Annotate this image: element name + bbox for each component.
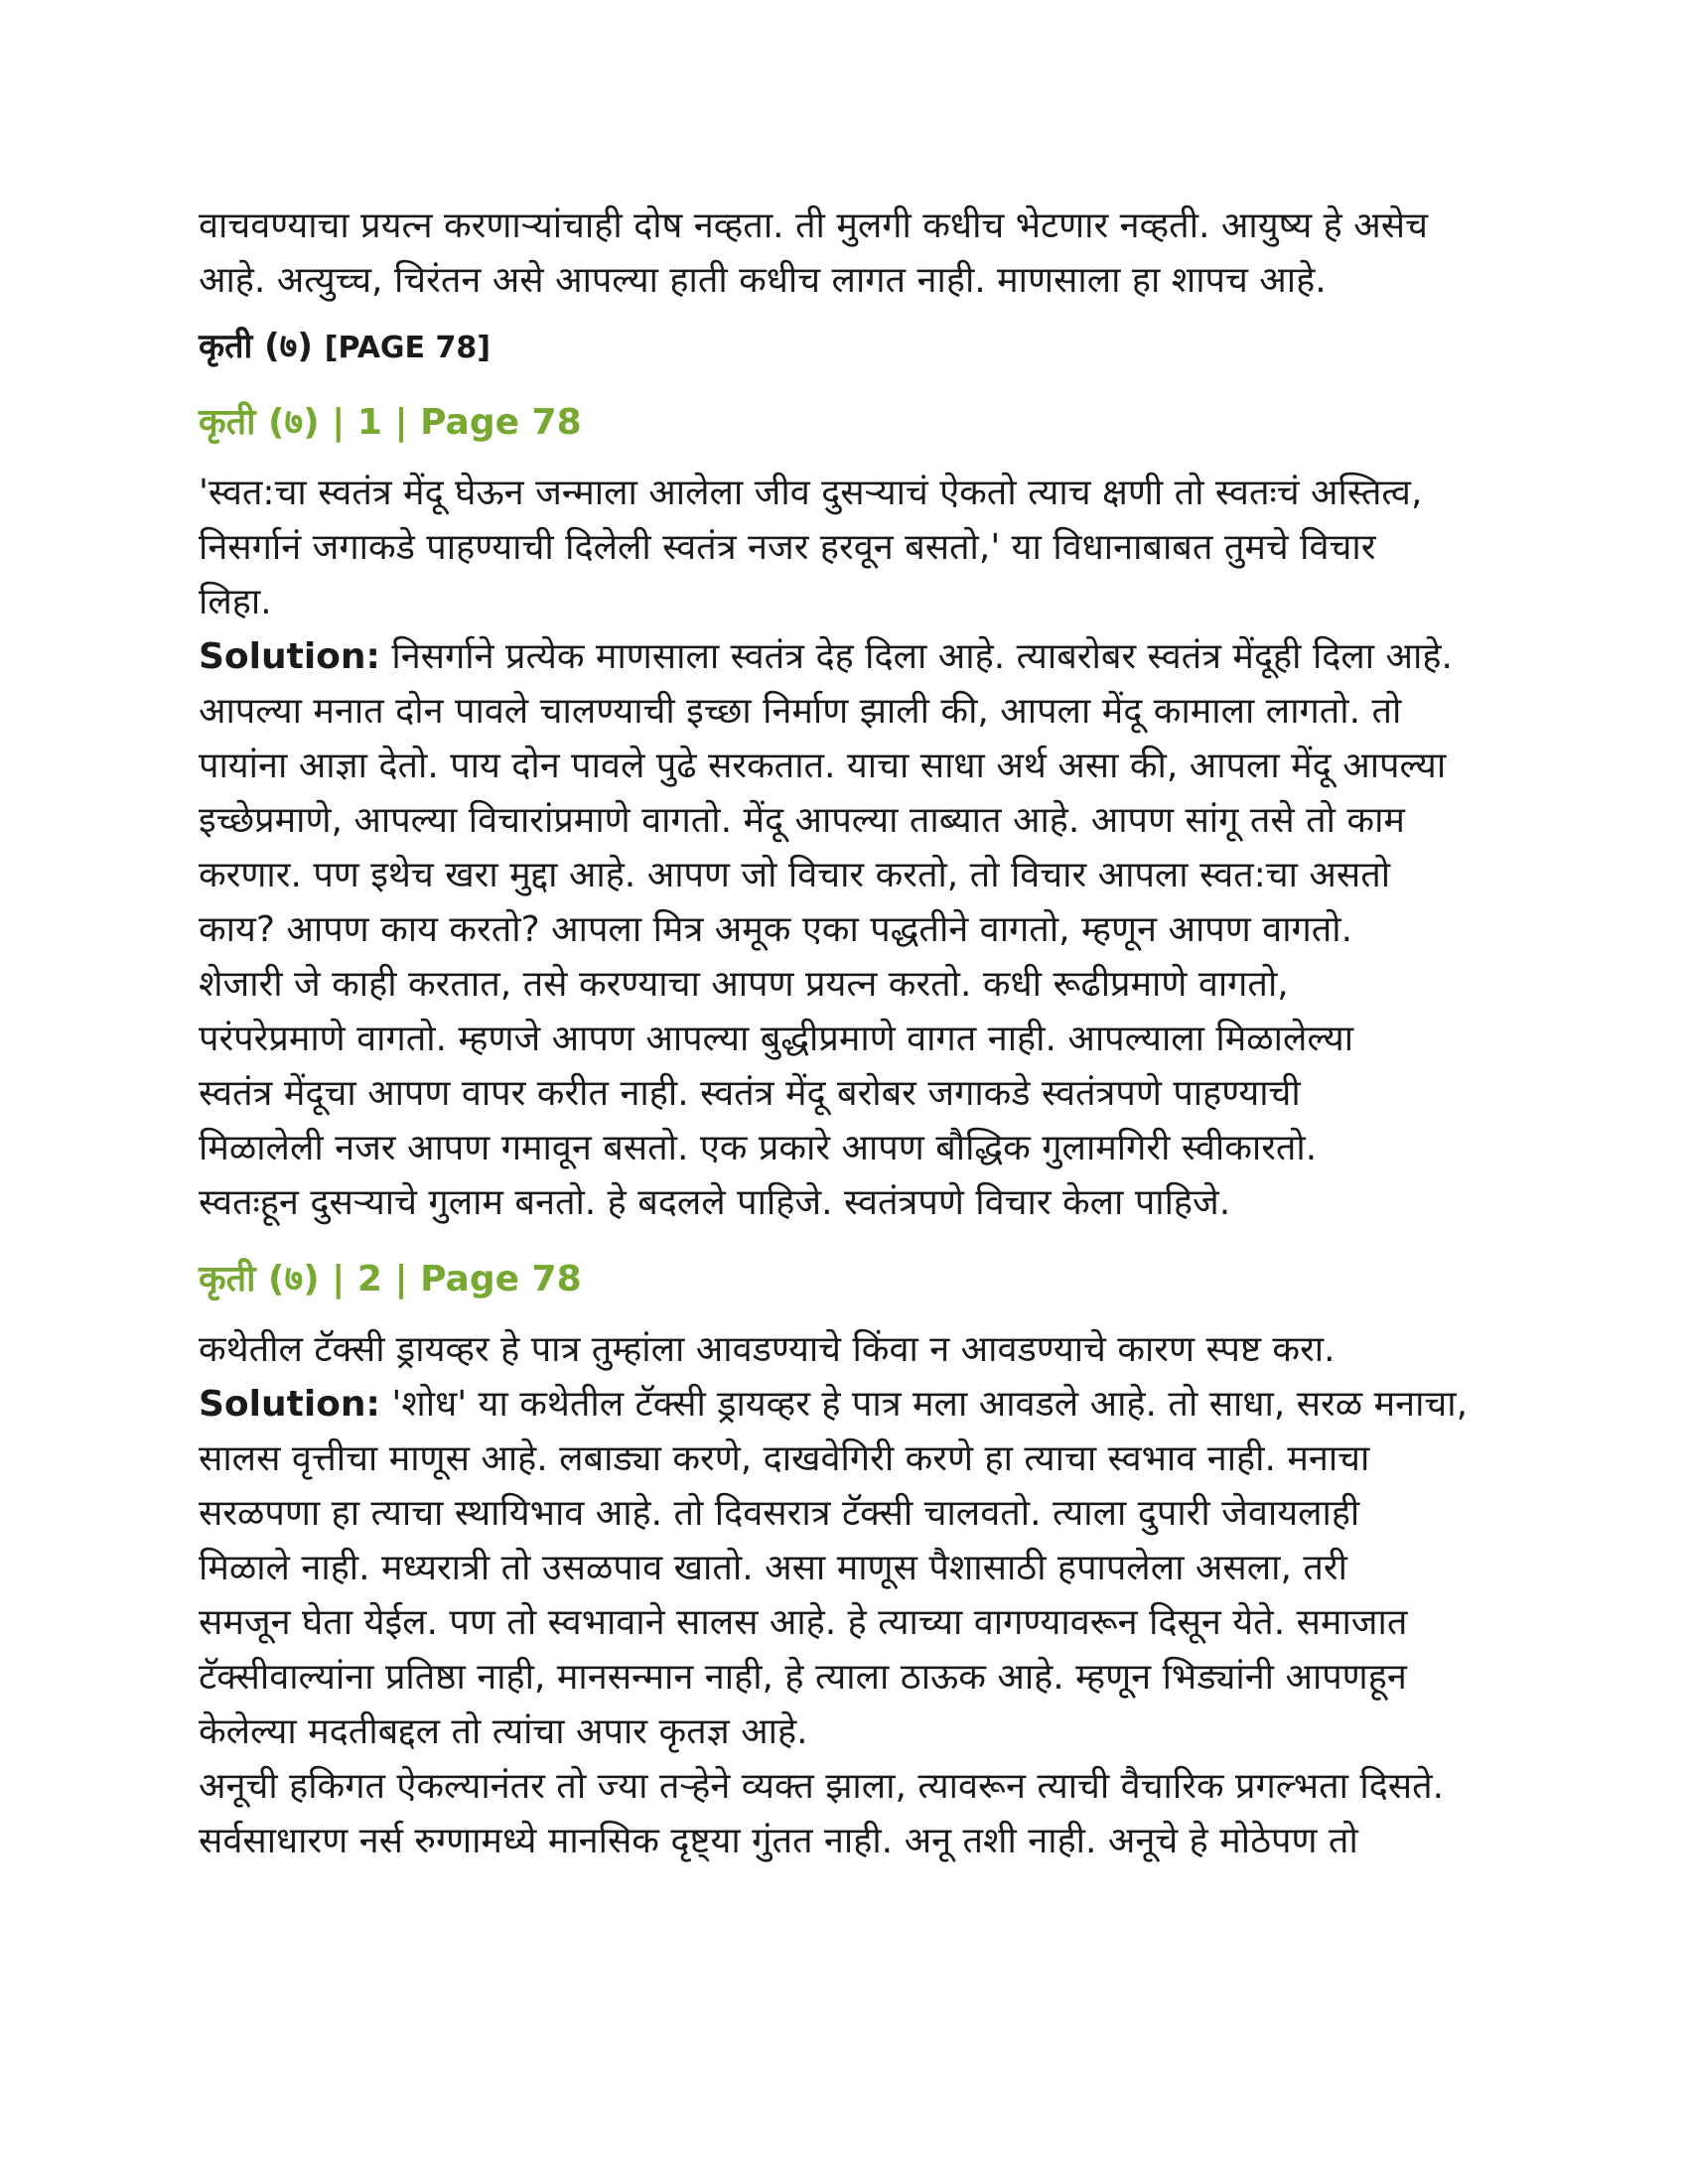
text-line: पायांना आज्ञा देतो. पाय दोन पावले पुढे सरकतात. याचा साधा अर्थ असा की, आपला मेंदू आपल्या xyxy=(199,746,1447,786)
text-line: सरळपणा हा त्याचा स्थायिभाव आहे. तो दिवसरात्र टॅक्सी चालवतो. त्याला दुपारी जेवायलाही xyxy=(199,1493,1360,1534)
text-line: सालस वृत्तीचा माणूस आहे. लबाड्या करणे, दाखवेगिरी करणे हा त्याचा स्वभाव नाही. मनाचा xyxy=(199,1438,1370,1479)
text-line: मिळाले नाही. मध्यरात्री तो उसळपाव खातो. असा माणूस पैशासाठी हपापलेला असला, तरी xyxy=(199,1548,1347,1588)
text-line: वाचवण्याचा प्रयत्न करणाऱ्यांचाही दोष नव्हता. ती मुलगी कधीच भेटणार नव्हती. आयुष्य हे असेच xyxy=(199,205,1428,246)
section-title-text: कृती (७) xyxy=(199,327,313,366)
text-line: 'स्वत:चा स्वतंत्र मेंदू घेऊन जन्माला आलेला जीव दुसऱ्याचं ऐकतो त्याच क्षणी तो स्वतःचं अस्तित्व, xyxy=(199,473,1423,513)
question-text xyxy=(199,466,1489,629)
question-heading: कृती (७) | 1 | Page 78 xyxy=(199,402,582,443)
section-title xyxy=(199,322,1489,373)
text-segment: निसर्गाने प्रत्येक माणसाला स्वतंत्र देह दिला आहे. त्याबरोबर स्वतंत्र मेंदूही दिला आहे. xyxy=(379,636,1453,677)
text-line: सर्वसाधारण नर्स रुग्णामध्ये मानसिक दृष्ट्या गुंतत नाही. अनू तशी नाही. अनूचे हे मोठेपण तो xyxy=(199,1821,1358,1861)
solution-text xyxy=(199,1377,1489,1868)
question-heading: कृती (७) | 2 | Page 78 xyxy=(199,1259,582,1299)
text-line: करणार. पण इथेच खरा मुद्दा आहे. आपण जो विचार करतो, तो विचार आपला स्वत:चा असतो xyxy=(199,855,1391,895)
text-line: इच्छेप्रमाणे, आपल्या विचारांप्रमाणे वागतो. मेंदू आपल्या ताब्यात आहे. आपण सांगू तसे तो काम xyxy=(199,800,1405,841)
text-line: केलेल्या मदतीबद्दल तो त्यांचा अपार कृतज्ञ आहे. xyxy=(199,1711,808,1752)
intro-paragraph xyxy=(199,199,1489,308)
document-page xyxy=(199,199,1489,1868)
text-line: स्वतंत्र मेंदूचा आपण वापर करीत नाही. स्वतंत्र मेंदू बरोबर जगाकडे स्वतंत्रपणे पाहण्याची xyxy=(199,1073,1301,1114)
text-line: आपल्या मनात दोन पावले चालण्याची इच्छा निर्माण झाली की, आपला मेंदू कामाला लागतो. तो xyxy=(199,691,1402,732)
text-line: अनूची हकिगत ऐकल्यानंतर तो ज्या तऱ्हेने व्यक्त झाला, त्यावरून त्याची वैचारिक प्रगल्भता दिसते. xyxy=(199,1766,1445,1807)
solution-label: Solution: xyxy=(199,1384,380,1425)
solution-first-line xyxy=(199,629,1489,684)
text-line: कथेतील टॅक्सी ड्रायव्हर हे पात्र तुम्हांला आवडण्याचे किंवा न आवडण्याचे कारण स्पष्ट करा. xyxy=(199,1329,1336,1370)
text-line: आहे. अत्युच्च, चिरंतन असे आपल्या हाती कधीच लागत नाही. माणसाला हा शापच आहे. xyxy=(199,260,1327,301)
text-segment: 'शोध' या कथेतील टॅक्सी ड्रायव्हर हे पात्र मला आवडले आहे. तो साधा, सरळ मनाचा, xyxy=(379,1384,1469,1425)
question-text xyxy=(199,1322,1489,1377)
section-page-tag: [PAGE 78] xyxy=(324,331,491,365)
solution-first-line xyxy=(199,1377,1489,1432)
text-line: स्वतःहून दुसऱ्याचे गुलाम बनतो. हे बदलले पाहिजे. स्वतंत्रपणे विचार केला पाहिजे. xyxy=(199,1182,1231,1223)
text-line: मिळालेली नजर आपण गमावून बसतो. एक प्रकारे आपण बौद्धिक गुलामगिरी स्वीकारतो. xyxy=(199,1128,1318,1168)
text-line: निसर्गानं जगाकडे पाहण्याची दिलेली स्वतंत्र नजर हरवून बसतो,' या विधानाबाबत तुमचे विचार xyxy=(199,527,1376,568)
text-line: परंपरेप्रमाणे वागतो. म्हणजे आपण आपल्या बुद्धीप्रमाणे वागत नाही. आपल्याला मिळालेल्या xyxy=(199,1019,1354,1059)
text-line: टॅक्सीवाल्यांना प्रतिष्ठा नाही, मानसन्मान नाही, हे त्याला ठाऊक आहे. म्हणून भिड्यांनी आपणहून xyxy=(199,1657,1407,1698)
solution-label: Solution: xyxy=(199,636,380,677)
text-line: समजून घेता येईल. पण तो स्वभावाने सालस आहे. हे त्याच्या वागण्यावरून दिसून येते. समाजात xyxy=(199,1602,1408,1643)
text-line: काय? आपण काय करतो? आपला मित्र अमूक एका पद्धतीने वागतो, म्हणून आपण वागतो. xyxy=(199,909,1353,950)
solution-text xyxy=(199,629,1489,1230)
text-line: लिहा. xyxy=(199,582,272,622)
text-line: शेजारी जे काही करतात, तसे करण्याचा आपण प्रयत्न करतो. कधी रूढीप्रमाणे वागतो, xyxy=(199,964,1289,1005)
